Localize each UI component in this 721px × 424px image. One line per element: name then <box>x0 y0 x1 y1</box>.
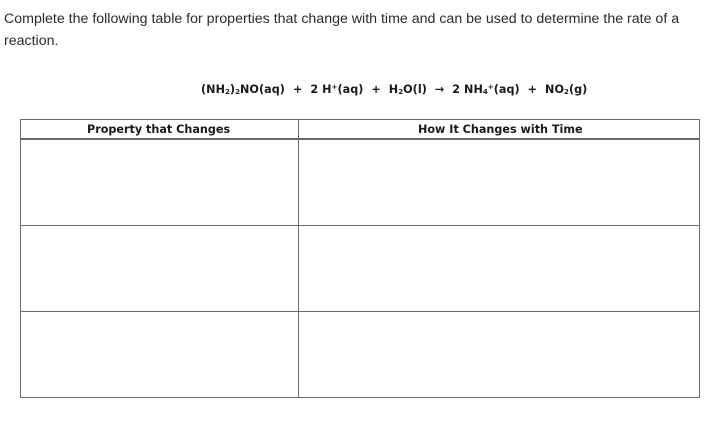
table-row <box>21 139 700 226</box>
property-cell[interactable] <box>21 139 299 226</box>
table-row <box>21 312 700 398</box>
plus-sign: + <box>292 83 303 96</box>
plus-sign: + <box>527 83 538 96</box>
property-cell[interactable] <box>21 312 299 398</box>
property-cell[interactable] <box>21 226 299 312</box>
reactant-hydrogen-ion: 2 H+(aq) <box>310 83 364 96</box>
reactant-nitramide-salt: $(NH_2)_2NO(aq)$ <box>201 83 285 96</box>
change-cell[interactable] <box>299 139 700 226</box>
answer-table <box>20 119 700 398</box>
header-property-that-changes: Property that Changes <box>21 120 299 140</box>
table-row <box>21 226 700 312</box>
header-how-it-changes: How It Changes with Time <box>299 120 700 140</box>
reaction-arrow: → <box>434 83 445 96</box>
reactant-water: $H_2O(l)$ <box>388 83 427 96</box>
product-ammonium: 2 $NH_4^+(aq)$ <box>452 83 520 96</box>
instructions-text: Complete the following table for properties that change with time and can be used to determine the rate of a reaction. <box>4 11 680 49</box>
reaction-equation <box>201 83 587 96</box>
change-cell[interactable] <box>299 312 700 398</box>
plus-sign: + <box>371 83 381 96</box>
change-cell[interactable] <box>299 226 700 312</box>
table-header-row <box>21 120 700 140</box>
product-nitrogen-dioxide: $NO_2(g)$ <box>545 83 588 96</box>
